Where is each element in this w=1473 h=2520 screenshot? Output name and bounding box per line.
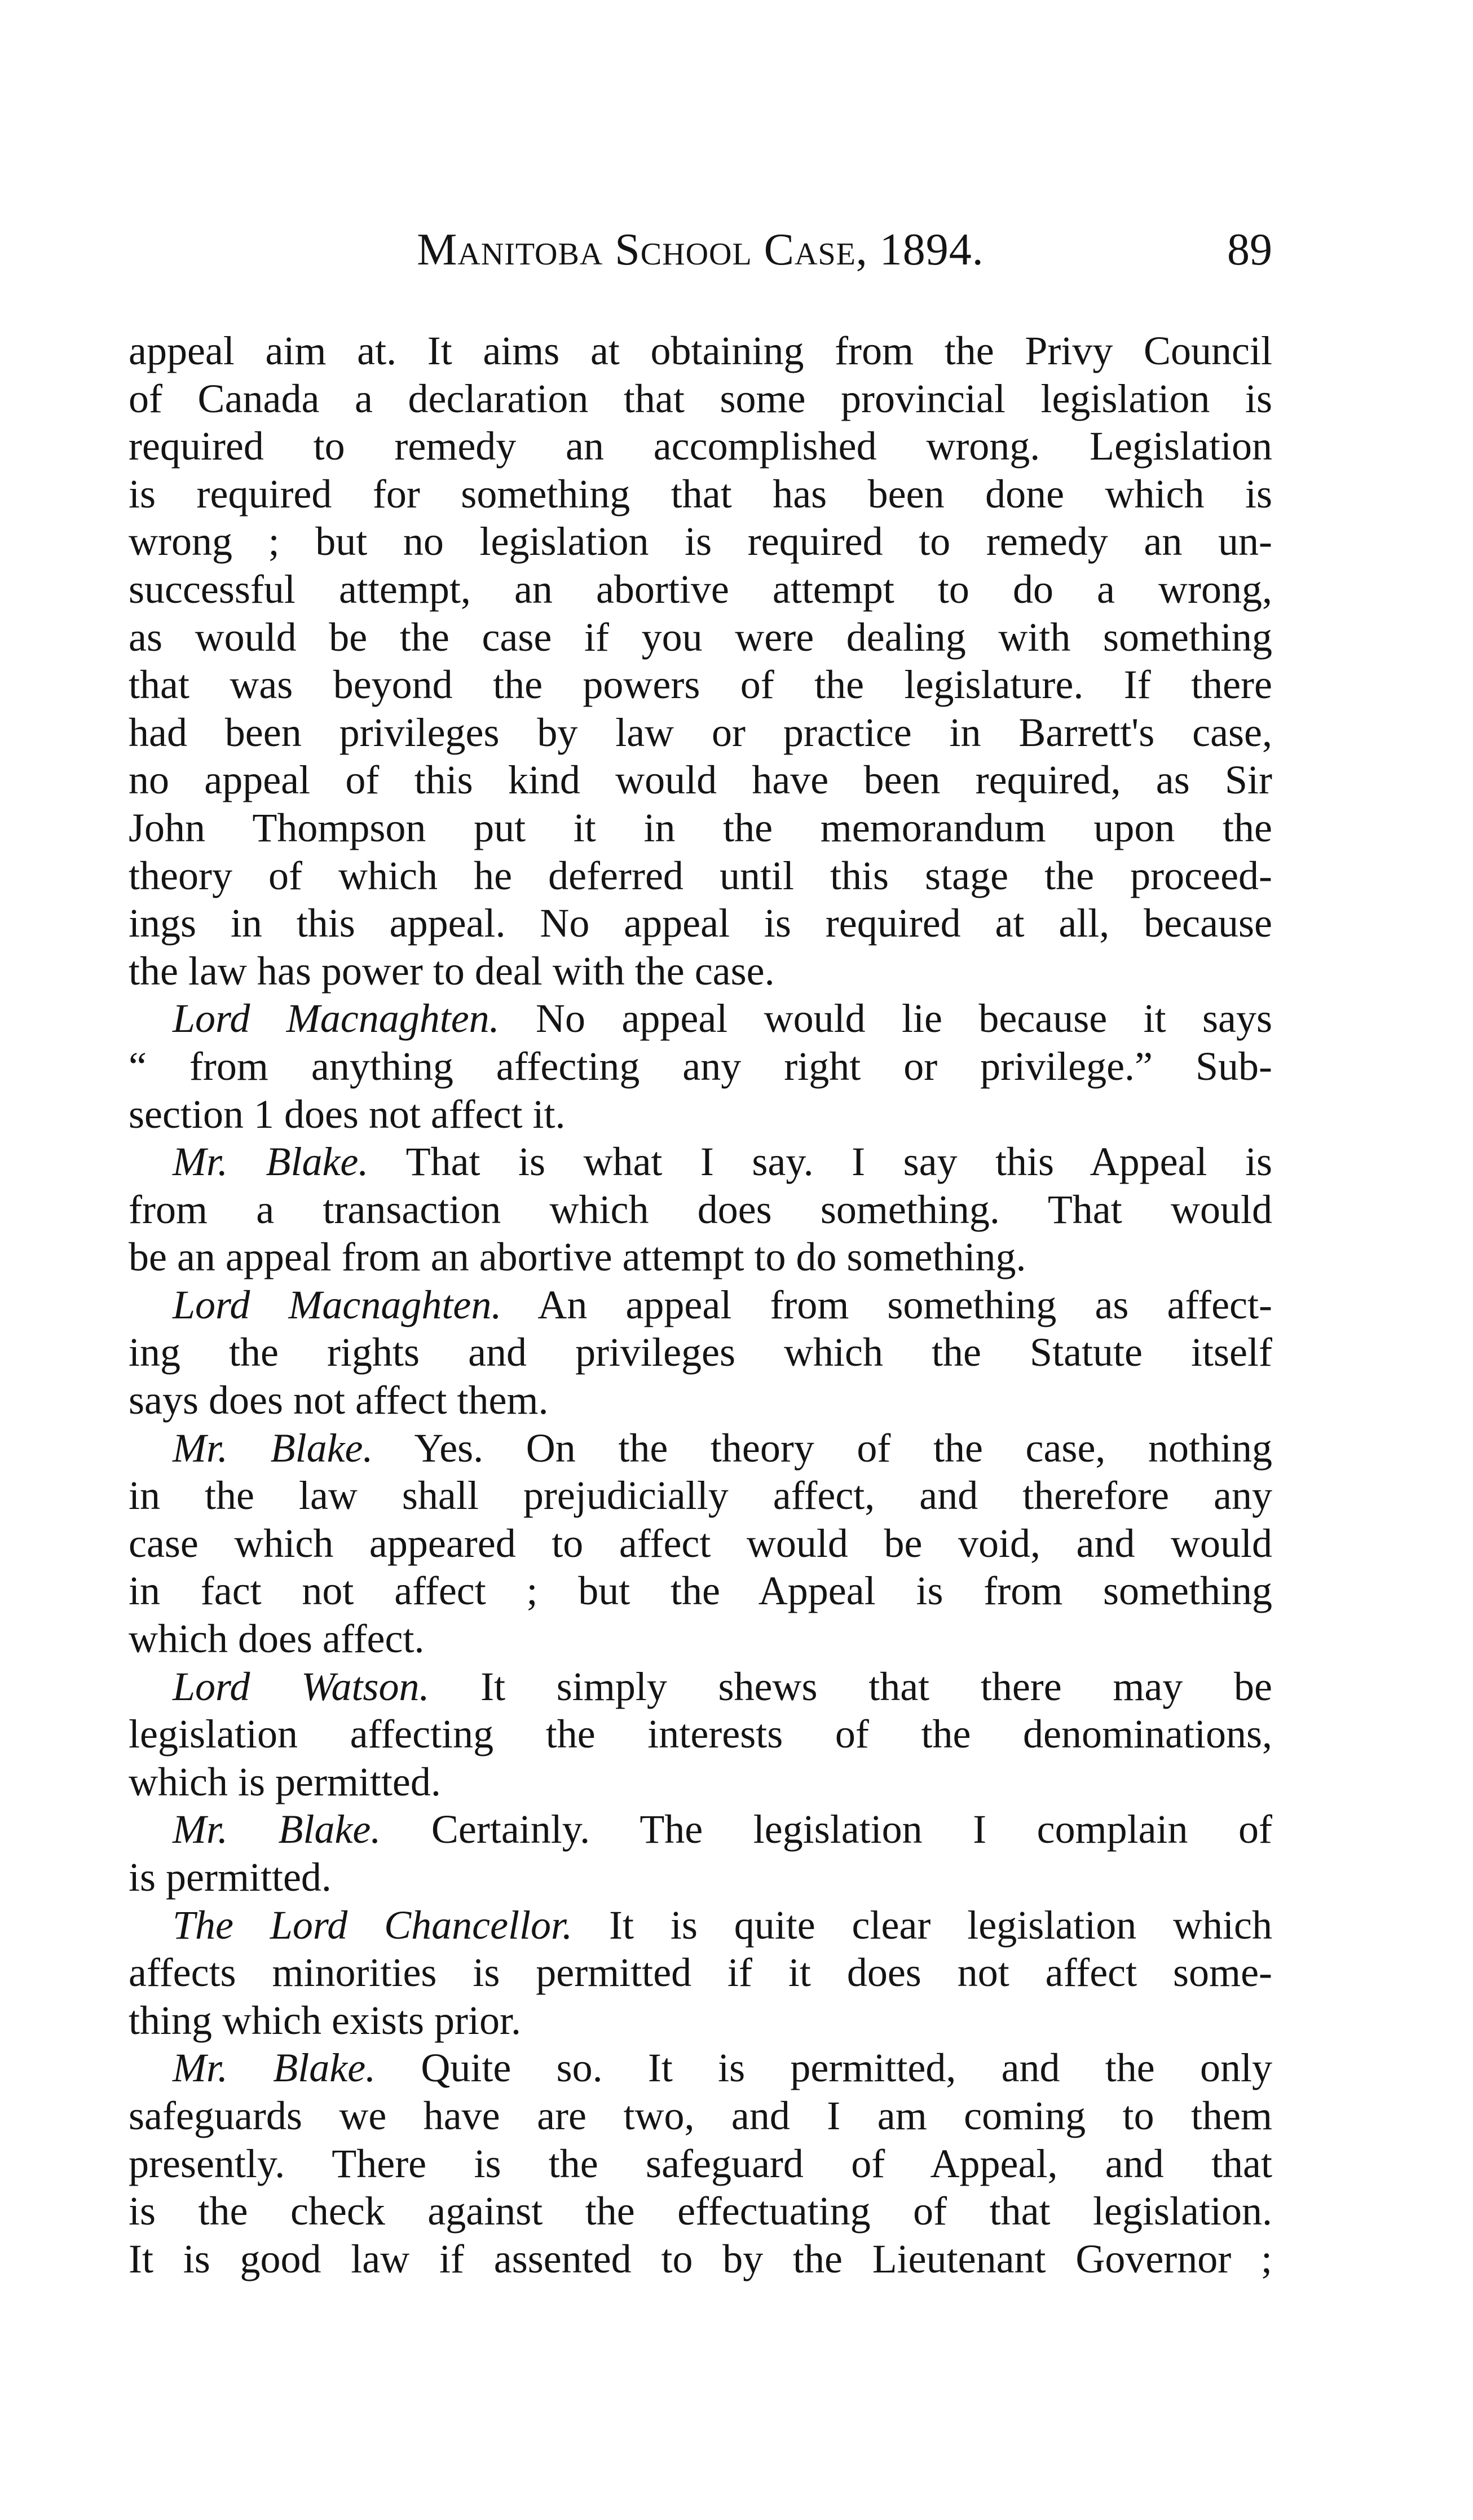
line-text: appeal aim at. It aims at obtaining from the Privy Council	[129, 328, 1272, 373]
speaker-name: The Lord Chancellor.	[173, 1902, 573, 1948]
line-text: thing which exists prior.	[129, 1997, 521, 2043]
line-text: It is good law if assented to by the Lieutenant Governor ;	[129, 2236, 1272, 2281]
text-line	[129, 2140, 1272, 2188]
text-line	[129, 995, 1272, 1043]
text-line	[129, 1567, 1272, 1615]
line-text: as would be the case if you were dealing with something	[129, 614, 1272, 660]
line-text: ings in this appeal. No appeal is required at all, because	[129, 901, 1272, 946]
text-line	[129, 756, 1272, 804]
text-line	[129, 1615, 1272, 1663]
text-line	[129, 1710, 1272, 1758]
speaker-name: Mr. Blake.	[173, 1139, 369, 1185]
line-text: safeguards we have are two, and I am coming to them	[129, 2093, 1272, 2138]
text-line	[129, 2235, 1272, 2283]
line-text: which does affect.	[129, 1616, 425, 1662]
line-text: is the check against the effectuating of that legislation.	[129, 2188, 1272, 2234]
speaker-name: Lord Macnaghten.	[173, 996, 500, 1041]
speaker-name: Lord Watson.	[173, 1663, 430, 1709]
line-text: the law has power to deal with the case.	[129, 948, 775, 994]
text-line	[129, 709, 1272, 757]
text-line	[129, 1758, 1272, 1806]
line-text: be an appeal from an abortive attempt to do something.	[129, 1234, 1026, 1280]
text-line	[129, 1424, 1272, 1472]
line-text: of Canada a declaration that some provincial legislation is	[129, 376, 1272, 421]
text-line	[129, 1853, 1272, 1901]
text-line	[129, 1806, 1272, 1853]
text-line	[129, 1376, 1272, 1424]
line-text: is permitted.	[129, 1855, 332, 1900]
text-line	[129, 1329, 1272, 1376]
text-line	[129, 1949, 1272, 1997]
text-line	[129, 1186, 1272, 1234]
line-text: which is permitted.	[129, 1759, 441, 1804]
page-number: 89	[1227, 225, 1272, 275]
running-title: Manitoba School Case, 1894.	[417, 225, 984, 275]
text-line	[129, 2092, 1272, 2140]
line-text: is required for something that has been done which is	[129, 471, 1272, 517]
text-line	[129, 1281, 1272, 1329]
line-text: “ from anything affecting any right or privilege.” Sub-	[129, 1043, 1272, 1089]
line-text: Certainly. The legislation I complain of	[381, 1807, 1273, 1852]
line-text: successful attempt, an abortive attempt to do a wrong,	[129, 566, 1272, 612]
text-line	[129, 1091, 1272, 1138]
line-text: theory of which he deferred until this stage the proceed-	[129, 853, 1272, 898]
text-line	[129, 614, 1272, 661]
line-text: case which appeared to affect would be void, and would	[129, 1520, 1272, 1566]
line-text: in fact not affect ; but the Appeal is from something	[129, 1568, 1272, 1614]
text-line	[129, 1520, 1272, 1568]
text-line	[129, 1233, 1272, 1281]
line-text: required to remedy an accomplished wrong. Legislation	[129, 423, 1272, 469]
text-line	[129, 375, 1272, 423]
text-line	[129, 899, 1272, 947]
speaker-name: Mr. Blake.	[173, 2045, 376, 2091]
text-line	[129, 947, 1272, 995]
line-text: It simply shews that there may be	[429, 1663, 1273, 1709]
line-text: says does not affect them.	[129, 1378, 549, 1423]
line-text: that was beyond the powers of the legislature. If there	[129, 662, 1272, 708]
line-text: no appeal of this kind would have been required, as Sir	[129, 757, 1272, 803]
text-line	[129, 1901, 1272, 1949]
text-line	[129, 1138, 1272, 1186]
line-text: presently. There is the safeguard of Appeal, and that	[129, 2141, 1272, 2186]
text-line	[129, 518, 1272, 566]
text-line	[129, 566, 1272, 614]
line-text: from a transaction which does something. That would	[129, 1186, 1272, 1232]
line-text: Quite so. It is permitted, and the only	[376, 2045, 1272, 2091]
line-text: It is quite clear legislation which	[572, 1902, 1273, 1948]
running-header	[129, 224, 1272, 286]
text-line	[129, 327, 1272, 375]
speaker-name: Lord Macnaghten.	[173, 1282, 502, 1327]
text-line	[129, 852, 1272, 900]
line-text: legislation affecting the interests of the denominations,	[129, 1711, 1272, 1757]
line-text: wrong ; but no legislation is required to remedy an un-	[129, 519, 1272, 564]
body-text	[129, 327, 1272, 2283]
speaker-name: Mr. Blake.	[173, 1807, 381, 1852]
line-text: affects minorities is permitted if it does not affect some-	[129, 1950, 1272, 1996]
line-text: John Thompson put it in the memorandum upon the	[129, 805, 1272, 850]
line-text: Yes. On the theory of the case, nothing	[373, 1425, 1272, 1471]
text-line	[129, 422, 1272, 470]
text-line	[129, 1043, 1272, 1091]
line-text: No appeal would lie because it says	[499, 996, 1272, 1041]
line-text: An appeal from something as affect-	[501, 1282, 1272, 1327]
text-line	[129, 470, 1272, 518]
line-text: That is what I say. I say this Appeal is	[368, 1139, 1272, 1185]
text-line	[129, 661, 1272, 709]
line-text: in the law shall prejudicially affect, and therefore any	[129, 1473, 1272, 1519]
line-text: section 1 does not affect it.	[129, 1091, 566, 1137]
text-line	[129, 2044, 1272, 2092]
text-line	[129, 2187, 1272, 2235]
speaker-name: Mr. Blake.	[173, 1425, 373, 1471]
line-text: ing the rights and privileges which the Statute itself	[129, 1330, 1272, 1375]
text-line	[129, 1472, 1272, 1520]
text-line	[129, 1997, 1272, 2045]
text-line	[129, 1663, 1272, 1711]
text-line	[129, 804, 1272, 852]
line-text: had been privileges by law or practice in Barrett's case,	[129, 709, 1272, 755]
